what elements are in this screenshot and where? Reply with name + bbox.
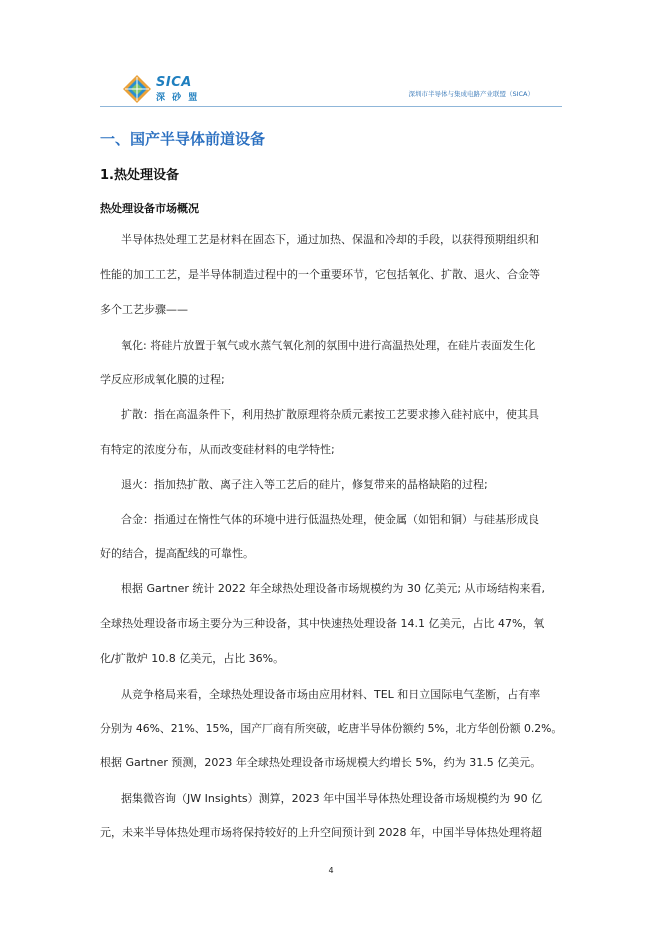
subheading: 热处理设备市场概况: [100, 202, 199, 215]
page-header: [100, 62, 562, 106]
body-line: 化/扩散炉 10.8 亿美元，占比 36%。: [100, 652, 285, 665]
body-line: 从竞争格局来看，全球热处理设备市场由应用材料、TEL 和日立国际电气垄断，占有率: [121, 688, 541, 701]
body-line: 据集微咨询（JW Insights）测算，2023 年中国半导体热处理设备市场规模约为 90 亿: [121, 792, 543, 805]
body-line: 退火：指加热扩散、离子注入等工艺后的硅片，修复带来的晶格缺陷的过程;: [121, 478, 488, 491]
body-line: 学反应形成氧化膜的过程;: [100, 373, 225, 386]
body-line: 分别为 46%、21%、15%，国产厂商有所突破，屹唐半导体份额约 5%，北方华创份额 0.2%。: [100, 722, 563, 735]
body-line: 好的结合，提高配线的可靠性。: [100, 547, 254, 560]
body-line: 半导体热处理工艺是材料在固态下，通过加热、保温和冷却的手段，以获得预期组织和: [121, 233, 539, 246]
body-line: 多个工艺步骤——: [100, 303, 188, 316]
body-line: 性能的加工工艺，是半导体制造过程中的一个重要环节，它包括氧化、扩散、退火、合金等: [100, 268, 540, 281]
body-line: 合金：指通过在惰性气体的环境中进行低温热处理，使金属（如铝和铜）与硅基形成良: [121, 513, 539, 526]
logo-subtitle: 深 砂 盟: [156, 93, 200, 103]
header-divider: [100, 106, 562, 107]
section-title: 一、国产半导体前道设备: [100, 130, 266, 148]
sica-logo-icon: [122, 74, 152, 104]
subsection-title: 1.热处理设备: [100, 168, 179, 183]
body-line: 根据 Gartner 统计 2022 年全球热处理设备市场规模约为 30 亿美元; 从市场结构来看,: [121, 582, 546, 595]
body-line: 扩散：指在高温条件下，利用热扩散原理将杂质元素按工艺要求掺入硅衬底中，使其具: [121, 408, 539, 421]
logo-text: SICA: [156, 75, 192, 90]
body-line: 氧化: 将硅片放置于氧气或水蒸气氧化剂的氛围中进行高温热处理，在硅片表面发生化: [121, 339, 536, 352]
body-line: 有特定的浓度分布，从而改变硅材料的电学特性;: [100, 443, 335, 456]
body-line: 元，未来半导体热处理市场将保持较好的上升空间预计到 2028 年，中国半导体热处理将超: [100, 826, 542, 839]
organization-name: 深圳市半导体与集成电路产业联盟（SICA）: [408, 90, 534, 98]
body-line: 根据 Gartner 预测，2023 年全球热处理设备市场规模大约增长 5%，约为 31.5 亿美元。: [100, 756, 542, 769]
body-line: 全球热处理设备市场主要分为三种设备，其中快速热处理设备 14.1 亿美元，占比 47%，氧: [100, 617, 545, 630]
page-number: 4: [328, 866, 334, 875]
